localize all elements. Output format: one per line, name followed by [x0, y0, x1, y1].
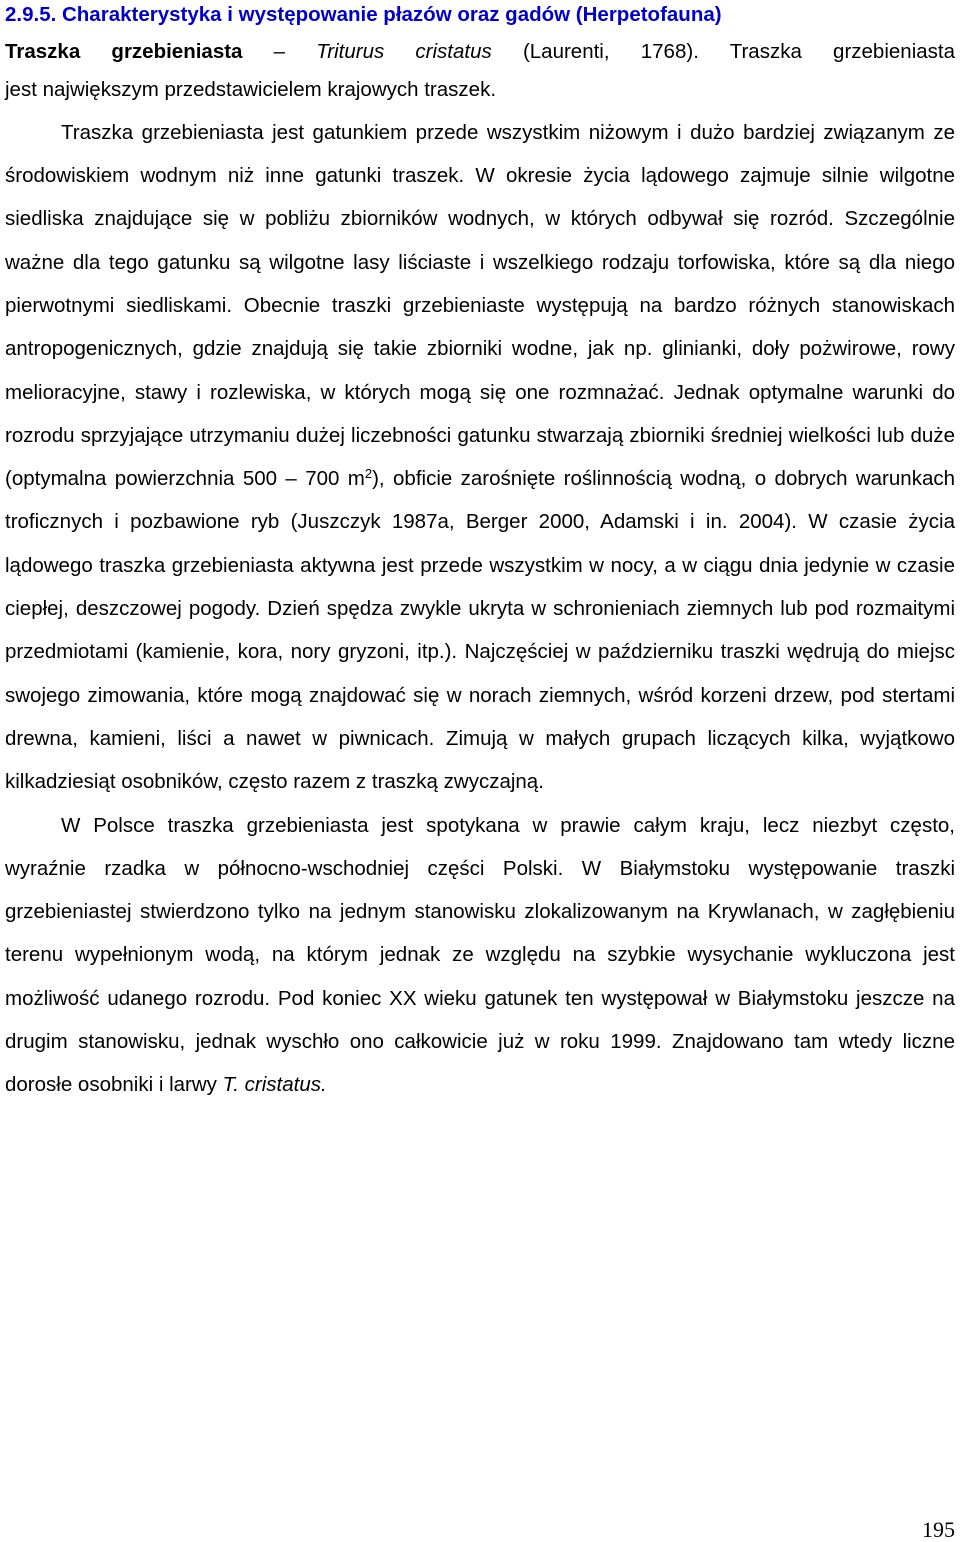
paragraph-intro-continuation: jest największym przedstawicielem krajowych traszek.: [5, 77, 497, 101]
paragraph-habitat-text-b: ), obficie zarośnięte roślinnością wodną, o dobrych warunkach troficznych i pozbawione ryb (Juszczyk 1987a, Berger 2000, Adamski i in. 2004). W czasie życia lądowego traszka grzebieniasta aktywna jest przede wszystkim w nocy, a w ciągu dnia jedynie w czasie ciepłej, deszczowej pogody. Dzień spędza zwykle ukryta w schronieniach ziemnych lub pod rozmaitymi przedmiotami (kamienie, kora, nory gryzoni, itp.). Najczęściej w październiku traszki wędrują do miejsc swojego zimowania, które mogą znajdować się w norach ziemnych, wśród korzeni drzew, pod stertami drewna, kamieni, liści a nawet w piwnicach. Zimują w małych grupach liczących kilka, wyjątkowo kilkadziesiąt osobników, często razem z traszką zwyczajną.: [5, 467, 955, 794]
section-heading: 2.9.5. Charakterystyka i występowanie płazów oraz gadów (Herpetofauna): [5, 3, 722, 26]
page-number: 195: [922, 1517, 955, 1542]
document-page: [5, 0, 955, 1107]
paragraph-distribution: [5, 804, 955, 1107]
paragraph-habitat: [5, 111, 955, 804]
paragraph-distribution-text: W Polsce traszka grzebieniasta jest spotykana w prawie całym kraju, lecz niezbyt często, wyraźnie rzadka w północno-wschodniej części Polski. W Białymstoku występowanie traszki grzebieniastej stwierdzono tylko na jednym stanowisku zlokalizowanym na Krywlanach, w zagłębieniu terenu wypełnionym wodą, na którym jednak ze względu na szybkie wysychanie wykluczona jest możliwość udanego rozrodu. Pod koniec XX wieku gatunek ten występował w Białymstoku jeszcze na drugim stanowisku, jednak wyschło ono całkowicie już w roku 1999. Znajdowano tam wtedy liczne dorosłe osobniki i larwy: [5, 813, 955, 1097]
species-dash: –: [242, 40, 317, 63]
species-title-line: [5, 30, 955, 74]
species-abbrev-latin: T. cristatus.: [222, 1073, 327, 1097]
area-unit-superscript: 2: [364, 466, 373, 482]
species-name-pl: Traszka grzebieniasta: [5, 40, 243, 63]
paragraph-habitat-text-a: Traszka grzebieniasta jest gatunkiem przede wszystkim niżowym i dużo bardziej związanym ze środowiskiem wodnym niż inne gatunki traszek. W okresie życia lądowego zajmuje silnie wilgotne siedliska znajdujące się w pobliżu zbiorników wodnych, w których odbywał się rozród. Szczególnie ważne dla tego gatunku są wilgotne lasy liściaste i wszelkiego rodzaju torfowiska, które są dla niego pierwotnymi siedliskami. Obecnie traszki grzebieniaste występują na bardzo różnych stanowiskach antropogenicznych, gdzie znajdują się takie zbiorniki wodne, jak np. glinianki, doły pożwirowe, rowy melioracyjne, stawy i rozlewiska, w których mogą się one rozmnażać. Jednak optymalne warunki do rozrodu sprzyjające utrzymaniu dużej liczebności gatunku stwarzają zbiorniki średniej wielkości lub duże (optymalna powierzchnia 500 – 700 m: [5, 120, 955, 491]
species-authority: (Laurenti, 1768). Traszka grzebieniasta: [491, 40, 955, 63]
species-name-latin: Triturus cristatus: [316, 40, 492, 63]
